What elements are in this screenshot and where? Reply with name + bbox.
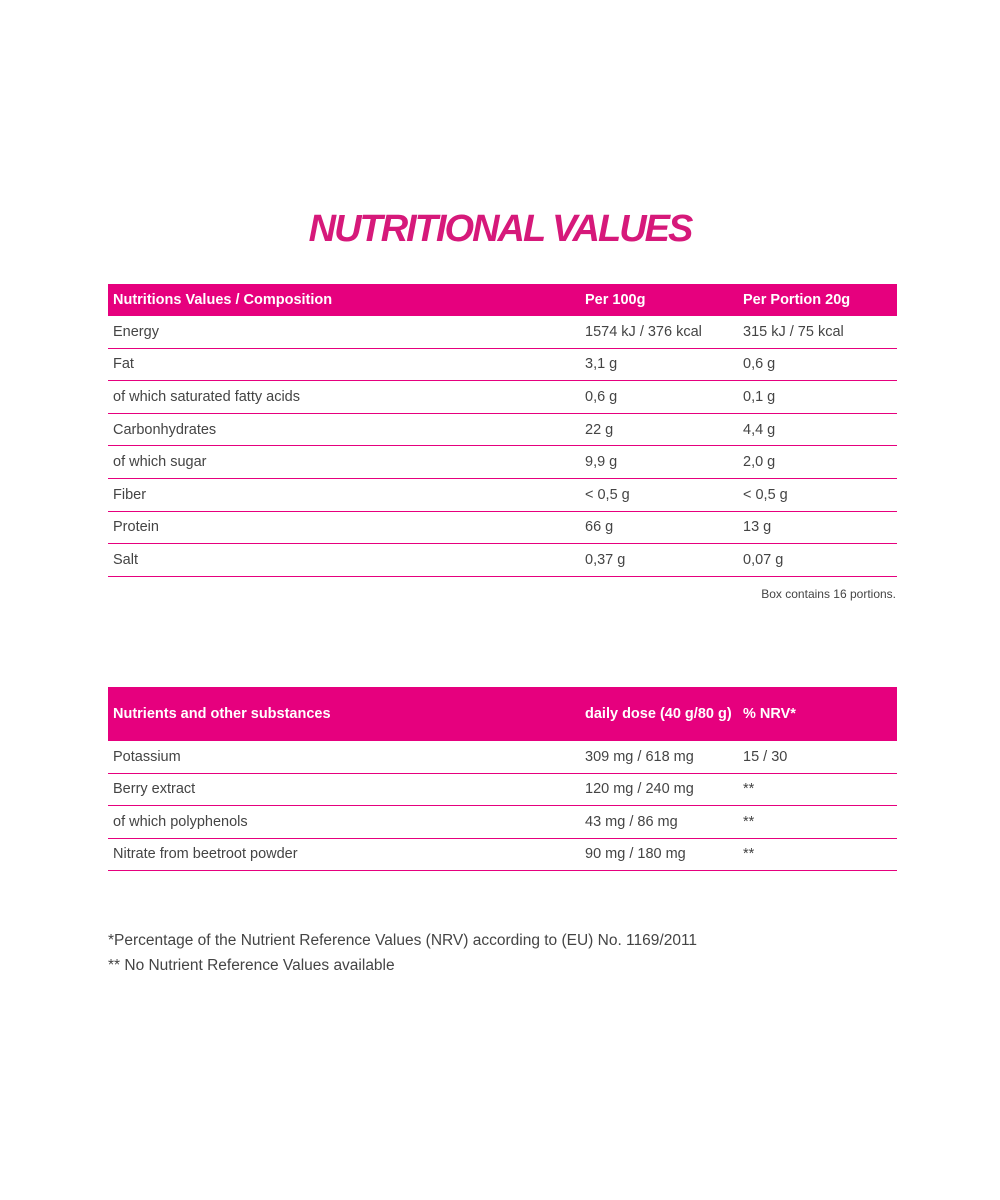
table-row — [108, 381, 897, 414]
per-portion-value: 4,4 g — [738, 413, 897, 446]
row-label: Carbonhydrates — [108, 413, 580, 446]
table-row — [108, 316, 897, 348]
column-header-composition: Nutritions Values / Composition — [108, 284, 580, 316]
nrv-value: 15 / 30 — [738, 741, 897, 773]
row-label: Berry extract — [108, 773, 580, 806]
row-label: of which saturated fatty acids — [108, 381, 580, 414]
per-100g-value: 0,6 g — [580, 381, 738, 414]
row-label: Nitrate from beetroot powder — [108, 838, 580, 871]
nrv-value: ** — [738, 806, 897, 839]
footnotes — [108, 928, 697, 978]
per-100g-value: 1574 kJ / 376 kcal — [580, 316, 738, 348]
portions-note: Box contains 16 portions. — [761, 587, 896, 601]
per-portion-value: 2,0 g — [738, 446, 897, 479]
per-portion-value: 0,1 g — [738, 381, 897, 414]
per-portion-value: 0,6 g — [738, 348, 897, 381]
column-header-per-portion: Per Portion 20g — [738, 284, 897, 316]
table-row — [108, 413, 897, 446]
nrv-value: ** — [738, 838, 897, 871]
row-label: Fat — [108, 348, 580, 381]
footnote-nrv-definition: *Percentage of the Nutrient Reference Values (NRV) according to (EU) No. 1169/2011 — [108, 932, 698, 949]
column-header-daily-dose: daily dose (40 g/80 g) — [580, 687, 738, 741]
table-row — [108, 773, 897, 806]
row-label: of which sugar — [108, 446, 580, 479]
per-portion-value: 315 kJ / 75 kcal — [738, 316, 897, 348]
per-portion-value: 13 g — [738, 511, 897, 544]
column-header-nutrients: Nutrients and other substances — [108, 687, 580, 741]
row-label: Protein — [108, 511, 580, 544]
table-row — [108, 741, 897, 773]
per-100g-value: 66 g — [580, 511, 738, 544]
page-title: NUTRITIONAL VALUES — [308, 208, 692, 250]
nutrition-values-table — [108, 284, 897, 577]
row-label: Energy — [108, 316, 580, 348]
row-label: Potassium — [108, 741, 580, 773]
nrv-value: ** — [738, 773, 897, 806]
per-100g-value: 0,37 g — [580, 544, 738, 577]
daily-dose-value: 43 mg / 86 mg — [580, 806, 738, 839]
daily-dose-value: 120 mg / 240 mg — [580, 773, 738, 806]
table-row — [108, 478, 897, 511]
per-portion-value: < 0,5 g — [738, 478, 897, 511]
column-header-per-100g: Per 100g — [580, 284, 738, 316]
column-header-nrv: % NRV* — [738, 687, 897, 741]
table-row — [108, 348, 897, 381]
per-100g-value: 3,1 g — [580, 348, 738, 381]
table-row — [108, 511, 897, 544]
daily-dose-value: 309 mg / 618 mg — [580, 741, 738, 773]
row-label: Fiber — [108, 478, 580, 511]
nutrients-substances-table — [108, 687, 897, 871]
table-header-row — [108, 687, 897, 741]
daily-dose-value: 90 mg / 180 mg — [580, 838, 738, 871]
per-100g-value: < 0,5 g — [580, 478, 738, 511]
table-row — [108, 806, 897, 839]
table-header-row — [108, 284, 897, 316]
per-portion-value: 0,07 g — [738, 544, 897, 577]
table-row — [108, 446, 897, 479]
table-row — [108, 544, 897, 577]
row-label: Salt — [108, 544, 580, 577]
table-row — [108, 838, 897, 871]
footnote-no-nrv: ** No Nutrient Reference Values available — [108, 957, 395, 974]
per-100g-value: 22 g — [580, 413, 738, 446]
row-label: of which polyphenols — [108, 806, 580, 839]
per-100g-value: 9,9 g — [580, 446, 738, 479]
